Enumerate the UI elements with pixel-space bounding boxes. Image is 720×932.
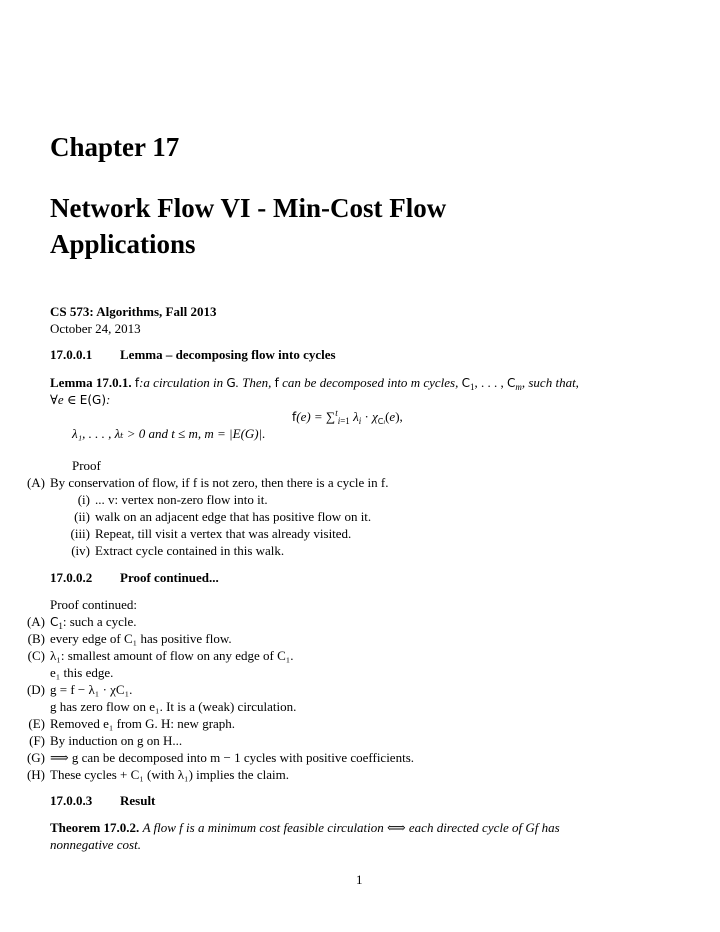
proof2-head: Proof continued:: [50, 597, 138, 612]
date: October 24, 2013: [50, 321, 141, 336]
section-heading-1: [50, 346, 336, 363]
theorem-text-1: A flow f is a minimum cost feasible circulation ⟺ each directed cycle of Gf has: [142, 820, 560, 835]
lemma-label: Lemma 17.0.1.: [50, 375, 132, 390]
section-heading-3: [50, 792, 155, 809]
lemma-line-1: Lemma 17.0.1. f:a circulation in G. Then, f can be decomposed into m cycles, $C_1$, . . . , $C_m$, such that,: [50, 375, 579, 392]
proof2-item-b: (B) every edge of C₁ has positive flow.: [27, 631, 232, 646]
section-number: 17.0.0.3: [50, 793, 93, 808]
proof2-item-e: (E) Removed e₁ from G. H: new graph.: [28, 716, 236, 731]
section-number: 17.0.0.2: [50, 570, 93, 585]
proof2-item-d: (D) g = f − λ₁ · χC₁.: [26, 682, 133, 697]
proof2-item-g: (G) ⟹ g can be decomposed into m − 1 cycles with positive coefficients.: [26, 750, 414, 765]
section-heading-2: [50, 569, 219, 586]
proof2-item-h: (H) These cycles + C₁ (with λ₁) implies the claim.: [26, 767, 289, 782]
lemma-line-4: λ₁, . . . , λₜ > 0 and t ≤ m, m = |E(G)|.: [72, 426, 266, 441]
proof2-item-c-cont: e₁ this edge.: [50, 665, 114, 680]
theorem-line-1: [50, 819, 560, 836]
proof2-item-f: (F) By induction on g on H...: [29, 733, 183, 748]
chapter-title: [50, 190, 446, 262]
section-title: Lemma – decomposing flow into cycles: [120, 347, 336, 362]
title-line-1: Network Flow VI - Min-Cost Flow: [50, 193, 447, 223]
theorem-label: Theorem 17.0.2.: [50, 820, 140, 835]
proof2-item-c: (C) λ₁: smallest amount of flow on any edge of C₁.: [27, 648, 294, 663]
section-title: Result: [120, 793, 156, 808]
proof-item-ii: (ii) walk on an adjacent edge that has positive flow on it.: [74, 509, 372, 524]
page-number: 1: [356, 872, 363, 887]
section-number: 17.0.0.1: [50, 347, 93, 362]
proof-item-iii: (iii) Repeat, till visit a vertex that was already visited.: [70, 526, 352, 541]
lemma-line-2: ∀e ∈ E(G):: [50, 392, 111, 407]
theorem-line-2: nonnegative cost.: [50, 837, 141, 852]
course-name: CS 573: Algorithms, Fall 2013: [50, 304, 217, 319]
section-title: Proof continued...: [120, 570, 219, 585]
proof2-item-d-cont: g has zero flow on e₁. It is a (weak) circulation.: [50, 699, 297, 714]
title-line-2: Applications: [50, 229, 196, 259]
proof2-item-a: (A) $C_1$: such a cycle.: [26, 614, 137, 631]
proof-item-a: (A) By conservation of flow, if f is not zero, then there is a cycle in f.: [26, 475, 389, 490]
proof-item-iv: (iv) Extract cycle contained in this walk.: [71, 543, 285, 558]
proof-item-i: (i) ... v: vertex non-zero flow into it.: [77, 492, 268, 507]
chapter-heading: Chapter 17: [50, 132, 180, 162]
lemma-formula: f(e) = ∑$^t_{i=1}$ $\lambda_i \cdot \chi_{Ci}(e)$,: [292, 408, 403, 426]
proof-head: Proof: [72, 458, 101, 473]
